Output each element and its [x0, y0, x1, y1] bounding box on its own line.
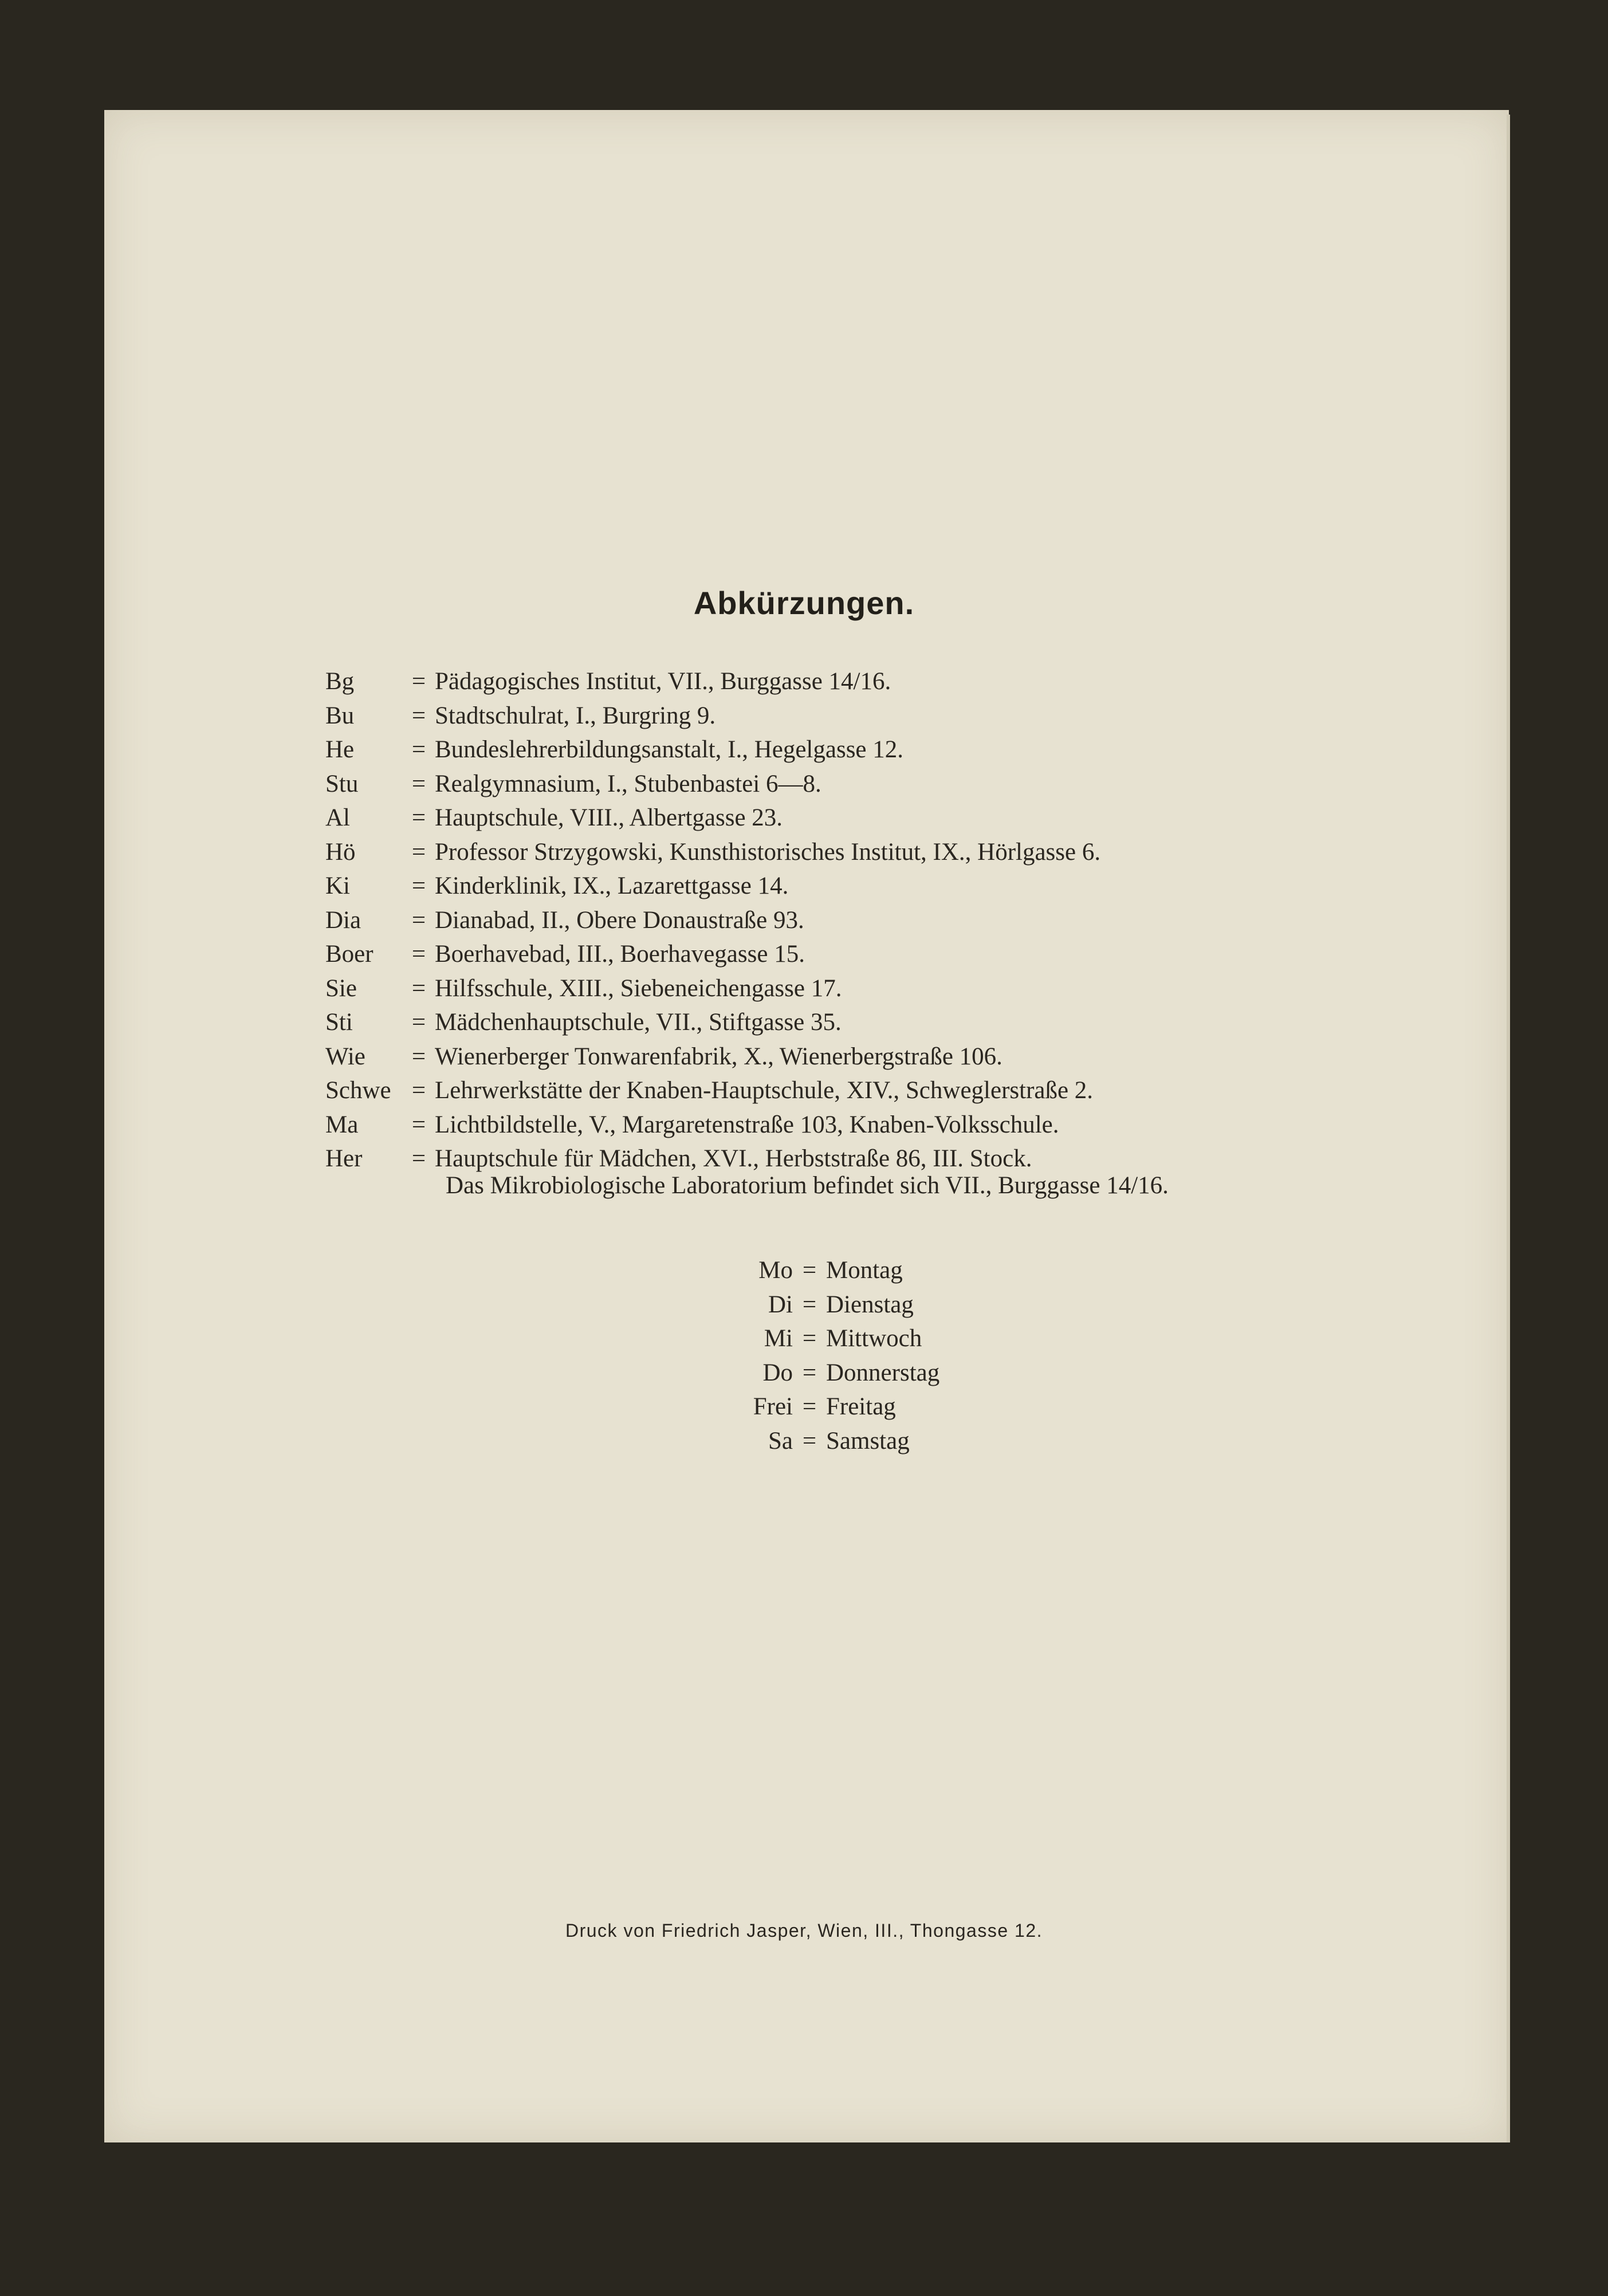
weekday-name: Samstag: [826, 1427, 910, 1454]
abbreviation-row: [325, 869, 1100, 903]
abbreviation-description: Professor Strzygowski, Kunsthistorisches Institut, IX., Hörlgasse 6.: [435, 838, 1101, 866]
page-title: Abkürzungen.: [693, 585, 915, 621]
abbreviation-row: [325, 801, 1100, 835]
abbreviation-code: He: [325, 736, 355, 763]
abbreviation-row: [325, 733, 1100, 767]
weekday-row: [739, 1253, 939, 1288]
abbreviation-code: Sti: [325, 1009, 353, 1036]
abbreviation-description: Lichtbildstelle, V., Margaretenstraße 103, Knaben-Volksschule.: [435, 1111, 1059, 1138]
abbreviation-row: [325, 835, 1100, 870]
weekday-name: Dienstag: [826, 1291, 914, 1318]
abbreviation-code: Hö: [325, 838, 356, 866]
abbreviation-code: Bg: [325, 668, 355, 695]
abbreviation-code: Ki: [325, 872, 350, 899]
weekday-row: [739, 1356, 939, 1390]
equals-sign: =: [802, 1359, 817, 1386]
equals-sign: =: [411, 1009, 426, 1036]
abbreviation-code: Ma: [325, 1111, 359, 1138]
equals-sign: =: [411, 770, 426, 797]
equals-sign: =: [802, 1325, 817, 1352]
abbreviation-row: [325, 937, 1100, 972]
weekday-code: Mo: [758, 1257, 793, 1284]
abbreviation-row: [325, 1074, 1100, 1108]
abbreviation-row: [325, 767, 1100, 801]
weekday-row: [739, 1288, 939, 1322]
abbreviation-description: Kinderklinik, IX., Lazarettgasse 14.: [435, 872, 789, 899]
equals-sign: =: [411, 702, 426, 729]
laboratory-note: Das Mikrobiologische Laboratorium befindet sich VII., Burggasse 14/16.: [446, 1172, 1169, 1199]
abbreviation-code: Her: [325, 1145, 363, 1172]
abbreviation-description: Hauptschule für Mädchen, XVI., Herbststraße 86, III. Stock.: [435, 1145, 1032, 1172]
equals-sign: =: [802, 1427, 817, 1454]
abbreviation-code: Schwe: [325, 1077, 391, 1104]
abbreviation-description: Realgymnasium, I., Stubenbastei 6—8.: [435, 770, 821, 797]
abbreviation-code: Stu: [325, 770, 359, 797]
abbreviation-code: Sie: [325, 974, 357, 1002]
abbreviation-code: Bu: [325, 702, 355, 729]
abbreviation-row: [325, 903, 1100, 938]
abbreviation-description: Hilfsschule, XIII., Siebeneichengasse 17.: [435, 974, 842, 1002]
equals-sign: =: [802, 1393, 817, 1420]
abbreviation-description: Stadtschulrat, I., Burgring 9.: [435, 702, 716, 729]
abbreviation-description: Boerhavebad, III., Boerhavegasse 15.: [435, 941, 805, 968]
abbreviation-code: Al: [325, 804, 350, 831]
abbreviation-description: Bundeslehrerbildungsanstalt, I., Hegelgasse 12.: [435, 736, 904, 763]
abbreviation-row: [325, 699, 1100, 733]
equals-sign: =: [411, 1111, 426, 1138]
page-edge: [1507, 115, 1510, 2142]
weekday-code: Frei: [753, 1393, 793, 1420]
equals-sign: =: [411, 1145, 426, 1172]
equals-sign: =: [411, 1077, 426, 1104]
equals-sign: =: [411, 668, 426, 695]
equals-sign: =: [411, 1043, 426, 1070]
abbreviation-description: Hauptschule, VIII., Albertgasse 23.: [435, 804, 783, 831]
equals-sign: =: [802, 1291, 817, 1318]
weekday-row: [739, 1322, 939, 1356]
weekday-code: Sa: [768, 1427, 793, 1454]
equals-sign: =: [411, 872, 426, 899]
abbreviation-row: [325, 972, 1100, 1006]
abbreviation-description: Dianabad, II., Obere Donaustraße 93.: [435, 906, 804, 934]
abbreviation-description: Lehrwerkstätte der Knaben-Hauptschule, XIV., Schweglerstraße 2.: [435, 1077, 1094, 1104]
weekday-row: [739, 1390, 939, 1424]
abbreviation-description: Wienerberger Tonwarenfabrik, X., Wienerbergstraße 106.: [435, 1043, 1002, 1070]
weekday-name: Donnerstag: [826, 1359, 940, 1386]
printer-imprint: Druck von Friedrich Jasper, Wien, III., Thongasse 12.: [565, 1920, 1043, 1941]
equals-sign: =: [411, 736, 426, 763]
abbreviation-list: [325, 665, 1100, 1176]
abbreviation-row: [325, 1108, 1100, 1142]
equals-sign: =: [802, 1257, 817, 1284]
weekday-code: Di: [768, 1291, 793, 1318]
weekday-name: Montag: [826, 1257, 903, 1284]
abbreviation-description: Pädagogisches Institut, VII., Burggasse 14/16.: [435, 668, 891, 695]
equals-sign: =: [411, 804, 426, 831]
equals-sign: =: [411, 941, 426, 968]
equals-sign: =: [411, 906, 426, 934]
weekday-name: Mittwoch: [826, 1325, 922, 1352]
abbreviation-row: [325, 1040, 1100, 1074]
abbreviation-row: [325, 1005, 1100, 1040]
weekday-code: Mi: [764, 1325, 793, 1352]
weekday-row: [739, 1424, 939, 1458]
equals-sign: =: [411, 838, 426, 866]
weekday-list: [739, 1253, 939, 1458]
abbreviation-description: Mädchenhauptschule, VII., Stiftgasse 35.: [435, 1009, 842, 1036]
weekday-name: Freitag: [826, 1393, 896, 1420]
equals-sign: =: [411, 974, 426, 1002]
weekday-code: Do: [762, 1359, 793, 1386]
abbreviation-code: Wie: [325, 1043, 365, 1070]
abbreviation-code: Dia: [325, 906, 361, 934]
abbreviation-code: Boer: [325, 941, 374, 968]
abbreviation-row: [325, 665, 1100, 699]
